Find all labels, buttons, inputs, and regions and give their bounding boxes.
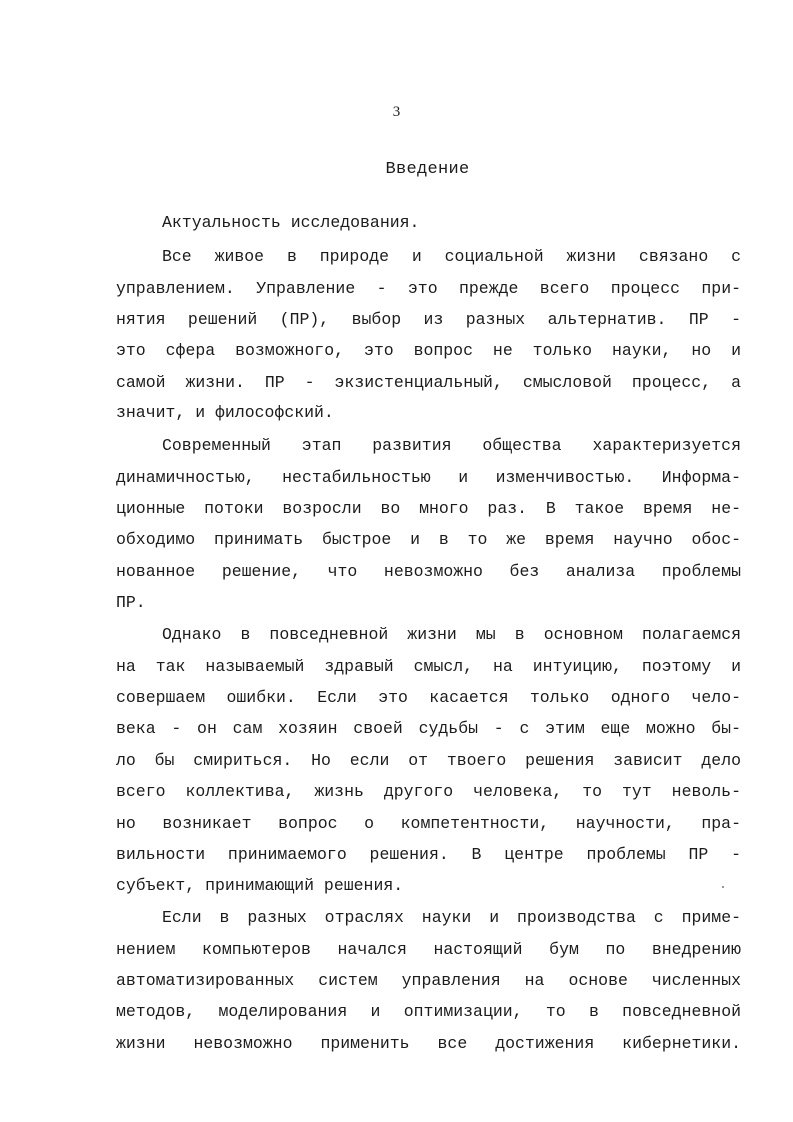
text-line: Если в разных отраслях науки и производства с приме-	[162, 908, 741, 927]
text-line: Современный этап развития общества характеризуется	[162, 436, 741, 455]
text-line: субъект, принимающий решения.	[116, 876, 404, 895]
text-line: Однако в повседневной жизни мы в основном полагаемся	[162, 625, 741, 644]
text-line: Актуальность исследования.	[162, 213, 420, 232]
text-line: ционные потоки возросли во много раз. В такое время не-	[116, 499, 741, 518]
text-line: на так называемый здравый смысл, на интуицию, поэтому и	[116, 657, 741, 676]
text-line: нением компьютеров начался настоящий бум по внедрению	[116, 940, 741, 959]
text-line: методов, моделирования и оптимизации, то в повседневной	[116, 1002, 741, 1021]
text-line: ло бы смириться. Но если от твоего решения зависит дело	[116, 751, 741, 770]
text-line: но возникает вопрос о компетентности, научности, пра-	[116, 814, 741, 833]
text-line: совершаем ошибки. Если это касается только одного чело-	[116, 688, 741, 707]
section-title: Введение	[385, 160, 470, 179]
text-line: это сфера возможного, это вопрос не только науки, но и	[116, 341, 741, 360]
text-line: всего коллектива, жизнь другого человека, то тут неволь-	[116, 782, 741, 801]
text-line: обходимо принимать быстрое и в то же время научно обос-	[116, 530, 741, 549]
text-line: динамичностью, нестабильностью и изменчивостью. Информа-	[116, 468, 741, 487]
text-line: ПР.	[116, 593, 146, 612]
text-line: управлением. Управление - это прежде всего процесс при-	[116, 279, 741, 298]
scan-speck	[722, 886, 724, 888]
text-line: нованное решение, что невозможно без анализа проблемы	[116, 562, 741, 581]
text-line: значит, и философский.	[116, 403, 334, 422]
text-line: века - он сам хозяин своей судьбы - с этим еще можно бы-	[116, 719, 741, 738]
text-line: Все живое в природе и социальной жизни связано с	[162, 247, 741, 266]
text-line: автоматизированных систем управления на основе численных	[116, 971, 741, 990]
text-line: вильности принимаемого решения. В центре проблемы ПР -	[116, 845, 741, 864]
text-line: самой жизни. ПР - экзистенциальный, смысловой процесс, а	[116, 373, 741, 392]
text-line: нятия решений (ПР), выбор из разных альтернатив. ПР -	[116, 310, 741, 329]
text-line: жизни невозможно применить все достижения кибернетики.	[116, 1034, 741, 1053]
page-number: 3	[392, 104, 401, 120]
